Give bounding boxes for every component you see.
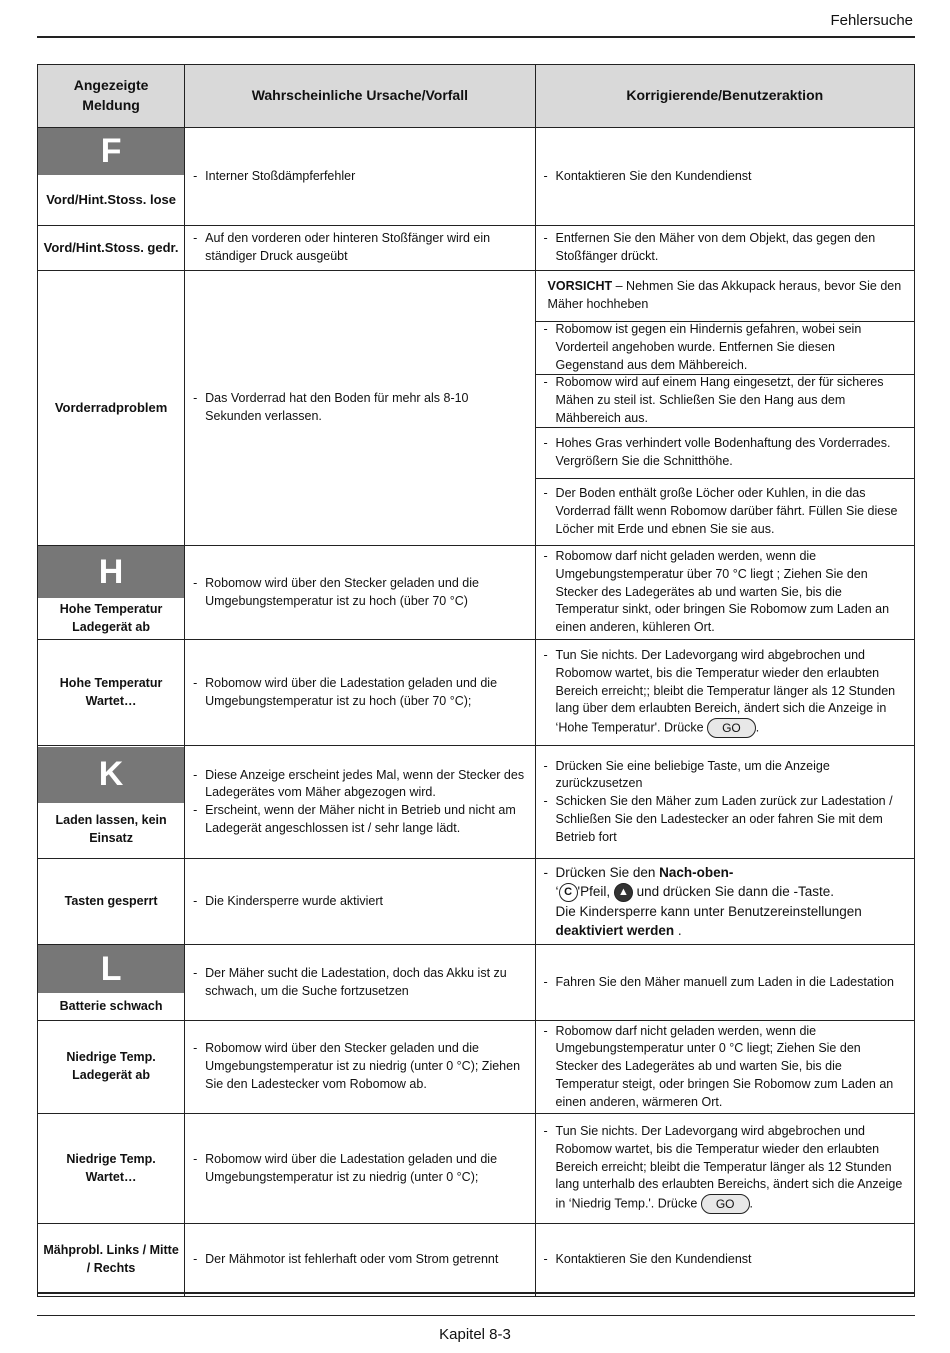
message-cell: Niedrige Temp. Ladegerät ab [38, 1021, 185, 1114]
go-button-icon: GO [707, 718, 756, 738]
table-row [38, 546, 915, 640]
message-text: Vord/Hint.Stoss. lose [46, 191, 176, 207]
header-rule [37, 36, 915, 38]
cause-cell: - Der Mähmotor ist fehlerhaft oder vom Strom getrennt [185, 1224, 535, 1297]
header-message: Angezeigte Meldung [38, 65, 185, 128]
message-cell: Mähprobl. Links / Mitte / Rechts [38, 1224, 185, 1297]
message-cell: Tasten gesperrt [38, 859, 185, 945]
action-cell: - Kontaktieren Sie den Kundendienst [535, 1224, 914, 1297]
table-header-row [38, 65, 915, 128]
footer-rule [37, 1292, 915, 1294]
message-cell: Hohe Temperatur Wartet… [38, 640, 185, 746]
action-cell: - Fahren Sie den Mäher manuell zum Laden in die Ladestation [535, 945, 914, 1021]
table-row [38, 1224, 915, 1297]
action-cell: - Kontaktieren Sie den Kundendienst [535, 128, 914, 226]
message-cell: L Batterie schwach [38, 945, 185, 1021]
table-row [38, 746, 915, 859]
cause-cell: - Robomow wird über den Stecker geladen und die Umgebungstemperatur ist zu niedrig (unter 0 °C); Ziehen Sie den Ladestecker vom Robomow ab. [185, 1021, 535, 1114]
action-cell: - Tun Sie nichts. Der Ladevorgang wird abgebrochen und Robomow wartet, bis die Temperatur wieder den erlaubten Bereich erreicht;; bleibt die Temperatur länger als 12 Stunden lang über dem erlaubten Bereich, ändert sich die Anzeige in ‘Hohe Temperatur'. Drücke GO . [535, 640, 914, 746]
category-letter-h: H [38, 546, 184, 598]
caution-note: VORSICHT – Nehmen Sie das Akkupack heraus, bevor Sie den Mäher hochheben [547, 279, 902, 311]
cause-cell: - Interner Stoßdämpferfehler [185, 128, 535, 226]
action-cell: - Tun Sie nichts. Der Ladevorgang wird abgebrochen und Robomow wartet, bis die Temperatur wieder den erlaubten Bereich erreicht; bleibt die Temperatur länger als 12 Stunden lang unterhalb des erlaubten Bereichs, ändert sich die Anzeige in ‘Niedrig Temp.'. Drücke GO . [535, 1114, 914, 1224]
action-cell: - Robomow darf nicht geladen werden, wenn die Umgebungstemperatur unter 0 °C liegt; Ziehen Sie den Stecker des Ladegerätes ab und warten Sie, bis die Temperatur steigt, oder bringen Sie Robomow zum Laden an einen anderen, wärmeren Ort. [535, 1021, 914, 1114]
message-cell: Niedrige Temp. Wartet… [38, 1114, 185, 1224]
cause-cell: - Die Kindersperre wurde aktiviert [185, 859, 535, 945]
action-cell [535, 271, 914, 546]
troubleshooting-table [37, 64, 915, 1297]
page-header-title: Fehlersuche [830, 12, 913, 29]
category-letter-l: L [38, 945, 184, 993]
action-cell: - Drücken Sie den Nach-oben- ‘ C 'Pfeil, ▲ und drücken Sie dann die -Taste. Die Kindersperre kann unter Benutzereinstellungen deaktiviert werden . [535, 859, 914, 945]
table-row [38, 271, 915, 546]
header-cause: Wahrscheinliche Ursache/Vorfall [185, 65, 535, 128]
message-cell [38, 128, 185, 226]
category-letter-k: K [38, 747, 184, 803]
message-cell: K Laden lassen, kein Einsatz [38, 746, 185, 859]
category-letter-f: F [38, 128, 184, 175]
cause-cell: - Robomow wird über die Ladestation geladen und die Umgebungstemperatur ist zu hoch (über 70 °C); [185, 640, 535, 746]
table-row [38, 859, 915, 945]
list-item: - Hohes Gras verhindert volle Bodenhaftung des Vorderrades. Vergrößern Sie die Schnitthöhe. [536, 427, 914, 478]
c-button-icon: C [559, 883, 578, 902]
table-row [38, 1114, 915, 1224]
message-cell: Vorderradproblem [38, 271, 185, 546]
action-cell: - Entfernen Sie den Mäher von dem Objekt, das gegen den Stoßfänger drückt. [535, 226, 914, 271]
caution-label: VORSICHT [547, 279, 613, 294]
table-row [38, 945, 915, 1021]
cause-cell: - Der Mäher sucht die Ladestation, doch das Akku ist zu schwach, um die Suche fortzusetzen [185, 945, 535, 1021]
table-row [38, 1021, 915, 1114]
footer-rule-thin [37, 1315, 915, 1316]
table-row [38, 640, 915, 746]
go-button-icon: GO [701, 1194, 750, 1214]
cause-cell: - Das Vorderrad hat den Boden für mehr als 8-10 Sekunden verlassen. [185, 271, 535, 546]
cause-cell: - Auf den vorderen oder hinteren Stoßfänger wird ein ständiger Druck ausgeübt [185, 226, 535, 271]
table-row [38, 226, 915, 271]
up-arrow-icon: ▲ [614, 883, 633, 902]
action-cell: - Drücken Sie eine beliebige Taste, um die Anzeige zurückzusetzen - Schicken Sie den Mäher zum Laden zurück zur Ladestation / Schließen Sie den Ladestecker an oder fahren Sie mit dem Betrieb fort [535, 746, 914, 859]
list-item: - Robomow wird auf einem Hang eingesetzt, der für sicheres Mähen zu steil ist. Schließen Sie den Hang aus dem Mähbereich aus. [536, 374, 914, 427]
action-cell: - Robomow darf nicht geladen werden, wenn die Umgebungstemperatur über 70 °C liegt ; Ziehen Sie den Stecker des Ladegerätes ab und warten Sie, bis die Temperatur sinkt, oder bringen Sie Robomow zum Laden an einen anderen, kühleren Ort. [535, 546, 914, 640]
header-action: Korrigierende/Benutzeraktion [535, 65, 914, 128]
message-cell: H Hohe Temperatur Ladegerät ab [38, 546, 185, 640]
message-cell: Vord/Hint.Stoss. gedr. [38, 226, 185, 271]
table-row [38, 128, 915, 226]
list-item: - Der Boden enthält große Löcher oder Kuhlen, in die das Vorderrad fällt wenn Robomow darüber fährt. Füllen Sie diese Löcher mit Erde und ebnen Sie sie aus. [536, 478, 914, 545]
footer-chapter: Kapitel 8-3 [439, 1326, 511, 1343]
cause-cell: - Diese Anzeige erscheint jedes Mal, wenn der Stecker des Ladegerätes vom Mäher abgezogen wird. - Erscheint, wenn der Mäher nicht in Betrieb und nicht am Ladegerät angeschlossen ist / sehr lange lädt. [185, 746, 535, 859]
action-text: Kontaktieren Sie den Kundendienst [555, 168, 752, 183]
cause-text: Interner Stoßdämpferfehler [205, 168, 356, 183]
cause-cell: - Robomow wird über den Stecker geladen und die Umgebungstemperatur ist zu hoch (über 70 °C) [185, 546, 535, 640]
list-item: - Robomow ist gegen ein Hindernis gefahren, wobei sein Vorderteil angehoben wurde. Entfernen Sie diesen Gegenstand aus dem Mähbereich. [536, 321, 914, 374]
cause-cell: - Robomow wird über die Ladestation geladen und die Umgebungstemperatur ist zu niedrig (unter 0 °C); [185, 1114, 535, 1224]
